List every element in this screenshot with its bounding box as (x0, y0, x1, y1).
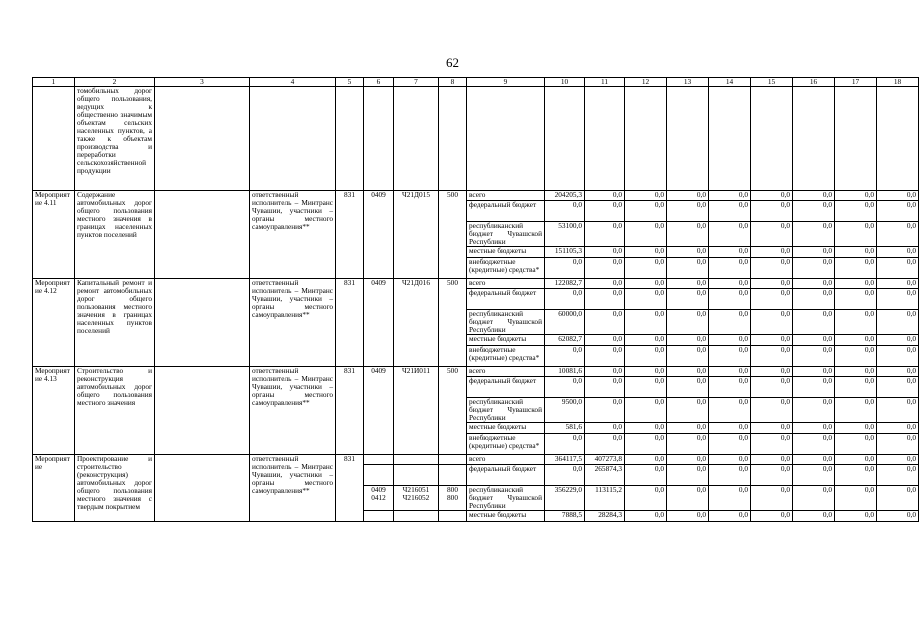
value-cell: 0,0 (793, 434, 835, 455)
executor: ответственный исполнитель – Минтранс Чувашии, участники – органы местного самоуправления** (250, 455, 336, 522)
value-cell: 60000,0 (545, 310, 585, 335)
value-cell: 0,0 (877, 465, 919, 486)
column-number-7: 7 (394, 78, 439, 87)
value-cell: 0,0 (877, 222, 919, 247)
funding-source: республиканский бюджет Чувашской Республики (467, 310, 545, 335)
value-cell: 0,0 (625, 398, 667, 423)
value-cell: 364117,5 (545, 455, 585, 465)
cont-empty-cell (250, 87, 336, 191)
column-number-3: 3 (155, 78, 250, 87)
value-cell: 265874,3 (585, 465, 625, 486)
value-cell: 0,0 (835, 377, 877, 398)
value-cell: 0,0 (709, 367, 751, 377)
value-cell: 0,0 (835, 310, 877, 335)
csr-code (394, 455, 439, 465)
value-cell: 0,0 (625, 377, 667, 398)
column-number-2: 2 (75, 78, 155, 87)
continuation-row (33, 87, 919, 191)
funding-source: республиканский бюджет Чувашской Республики (467, 222, 545, 247)
value-cell: 0,0 (585, 201, 625, 222)
value-cell: 0,0 (709, 191, 751, 201)
value-cell: 0,0 (625, 423, 667, 434)
table-row (33, 191, 919, 201)
value-cell: 0,0 (835, 346, 877, 367)
value-cell: 28284,3 (585, 511, 625, 522)
value-cell: 0,0 (667, 346, 709, 367)
funding-source: местные бюджеты (467, 335, 545, 346)
value-cell: 0,0 (545, 377, 585, 398)
value-cell: 0,0 (793, 247, 835, 258)
value-cell: 0,0 (835, 289, 877, 310)
value-cell: 0,0 (835, 398, 877, 423)
value-cell: 0,0 (835, 191, 877, 201)
value-cell: 0,0 (585, 222, 625, 247)
value-cell: 0,0 (585, 434, 625, 455)
value-cell: 0,0 (877, 279, 919, 289)
value-cell: 0,0 (709, 398, 751, 423)
value-cell: 0,0 (709, 377, 751, 398)
funding-source: внебюджетные (кредитные) средства* (467, 258, 545, 279)
value-cell: 0,0 (835, 201, 877, 222)
value-cell: 0,0 (667, 201, 709, 222)
value-cell: 0,0 (835, 335, 877, 346)
measure-name: Проектирование и строительство (реконструкция) автомобильных дорог общего пользования местного значения с твердым покрытием (75, 455, 155, 522)
value-cell: 0,0 (545, 258, 585, 279)
value-cell: 0,0 (835, 423, 877, 434)
funding-source: республиканский бюджет Чувашской Республики (467, 398, 545, 423)
grbs-code: 831 (336, 455, 364, 522)
column-number-8: 8 (439, 78, 467, 87)
value-cell: 0,0 (625, 191, 667, 201)
value-cell: 0,0 (793, 201, 835, 222)
value-cell: 0,0 (585, 279, 625, 289)
cont-empty-cell (439, 87, 467, 191)
value-cell: 7888,5 (545, 511, 585, 522)
value-cell: 0,0 (709, 434, 751, 455)
value-cell: 204205,3 (545, 191, 585, 201)
value-cell: 0,0 (585, 247, 625, 258)
rzpr-value: 0409 (371, 485, 386, 495)
funding-source: внебюджетные (кредитные) средства* (467, 434, 545, 455)
value-cell: 0,0 (877, 377, 919, 398)
value-cell: 0,0 (667, 279, 709, 289)
value-cell: 0,0 (877, 289, 919, 310)
value-cell: 0,0 (667, 222, 709, 247)
measure-code: Мероприятие 4.11 (33, 191, 75, 279)
value-cell: 0,0 (793, 289, 835, 310)
rzpr-value: 0412 (371, 493, 386, 503)
value-cell: 0,0 (751, 279, 793, 289)
value-cell: 0,0 (625, 486, 667, 511)
value-cell: 0,0 (667, 455, 709, 465)
value-cell: 0,0 (751, 511, 793, 522)
value-cell: 0,0 (625, 367, 667, 377)
goal-cell (155, 455, 250, 522)
value-cell: 0,0 (793, 258, 835, 279)
value-cell: 0,0 (709, 310, 751, 335)
value-cell: 0,0 (751, 367, 793, 377)
measure-code: Мероприятие (33, 455, 75, 522)
value-cell: 0,0 (667, 247, 709, 258)
value-cell: 0,0 (625, 258, 667, 279)
funding-source: местные бюджеты (467, 423, 545, 434)
column-number-12: 12 (625, 78, 667, 87)
funding-source: федеральный бюджет (467, 289, 545, 310)
cont-empty-cell (467, 87, 545, 191)
value-cell: 0,0 (835, 486, 877, 511)
value-cell: 0,0 (709, 486, 751, 511)
column-number-14: 14 (709, 78, 751, 87)
value-cell: 0,0 (793, 465, 835, 486)
funding-source: федеральный бюджет (467, 201, 545, 222)
rzpr-code: 0409 (364, 279, 394, 367)
value-cell: 0,0 (793, 367, 835, 377)
value-cell: 0,0 (709, 423, 751, 434)
value-cell: 0,0 (751, 289, 793, 310)
value-cell: 0,0 (667, 486, 709, 511)
value-cell: 0,0 (793, 222, 835, 247)
value-cell: 581,6 (545, 423, 585, 434)
value-cell: 0,0 (793, 511, 835, 522)
cont-empty-cell (545, 87, 585, 191)
value-cell: 0,0 (667, 289, 709, 310)
column-number-4: 4 (250, 78, 336, 87)
table-row (33, 279, 919, 289)
table-row (33, 455, 919, 465)
value-cell: 0,0 (625, 511, 667, 522)
continuation-text: томобильных дорог общего пользования, ведущих к общественно значимым объектам сельских населенных пунктов, а также к объектам производства и переработки сельскохозяйственной продукции (75, 87, 155, 191)
funding-source: федеральный бюджет (467, 377, 545, 398)
value-cell: 0,0 (877, 335, 919, 346)
funding-source: федеральный бюджет (467, 465, 545, 486)
value-cell: 0,0 (751, 455, 793, 465)
value-cell: 0,0 (835, 434, 877, 455)
cont-empty-cell (667, 87, 709, 191)
value-cell: 0,0 (709, 222, 751, 247)
value-cell: 122082,7 (545, 279, 585, 289)
vr-code (439, 486, 467, 511)
column-number-6: 6 (364, 78, 394, 87)
value-cell: 0,0 (835, 511, 877, 522)
value-cell: 0,0 (625, 335, 667, 346)
value-cell: 0,0 (625, 201, 667, 222)
value-cell: 0,0 (625, 289, 667, 310)
table-row (33, 367, 919, 377)
value-cell: 0,0 (585, 377, 625, 398)
value-cell: 0,0 (793, 335, 835, 346)
value-cell: 9500,0 (545, 398, 585, 423)
vr-code: 500 (439, 279, 467, 367)
cont-empty-cell (625, 87, 667, 191)
value-cell: 0,0 (625, 310, 667, 335)
value-cell: 0,0 (751, 191, 793, 201)
rzpr-code (364, 511, 394, 522)
grbs-code: 831 (336, 191, 364, 279)
measure-name: Капитальный ремонт и ремонт автомобильных дорог общего пользования местного значения в границах населенных пунктов поселений (75, 279, 155, 367)
value-cell: 0,0 (793, 377, 835, 398)
value-cell: 0,0 (585, 367, 625, 377)
vr-code (439, 511, 467, 522)
vr-value: 800 (447, 493, 458, 503)
value-cell: 0,0 (585, 346, 625, 367)
value-cell: 0,0 (625, 247, 667, 258)
value-cell: 0,0 (835, 279, 877, 289)
value-cell: 0,0 (585, 258, 625, 279)
executor: ответственный исполнитель – Минтранс Чувашии, участники – органы местного самоуправления** (250, 191, 336, 279)
value-cell: 0,0 (709, 335, 751, 346)
measure-code: Мероприятие 4.13 (33, 367, 75, 455)
value-cell: 0,0 (585, 289, 625, 310)
vr-value: 800 (447, 485, 458, 495)
value-cell: 0,0 (667, 465, 709, 486)
column-number-18: 18 (877, 78, 919, 87)
executor: ответственный исполнитель – Минтранс Чувашии, участники – органы местного самоуправления** (250, 367, 336, 455)
value-cell: 0,0 (877, 511, 919, 522)
cont-code-cell (33, 87, 75, 191)
measure-code: Мероприятие 4.12 (33, 279, 75, 367)
column-number-11: 11 (585, 78, 625, 87)
cont-empty-cell (336, 87, 364, 191)
value-cell: 0,0 (751, 247, 793, 258)
page-number: 62 (446, 55, 459, 70)
funding-source: местные бюджеты (467, 247, 545, 258)
value-cell: 0,0 (709, 346, 751, 367)
column-number-13: 13 (667, 78, 709, 87)
value-cell: 0,0 (709, 289, 751, 310)
value-cell: 0,0 (751, 201, 793, 222)
value-cell: 0,0 (751, 346, 793, 367)
value-cell: 0,0 (793, 191, 835, 201)
value-cell: 0,0 (709, 201, 751, 222)
goal-cell (155, 191, 250, 279)
grbs-code: 831 (336, 279, 364, 367)
value-cell: 0,0 (751, 377, 793, 398)
csr-code (394, 465, 439, 486)
value-cell: 0,0 (585, 398, 625, 423)
value-cell: 10081,6 (545, 367, 585, 377)
value-cell: 0,0 (751, 222, 793, 247)
value-cell: 0,0 (709, 279, 751, 289)
value-cell: 0,0 (751, 486, 793, 511)
value-cell: 0,0 (545, 289, 585, 310)
value-cell: 0,0 (877, 423, 919, 434)
funding-source: местные бюджеты (467, 511, 545, 522)
value-cell: 0,0 (545, 346, 585, 367)
value-cell: 407273,8 (585, 455, 625, 465)
cont-empty-cell (394, 87, 439, 191)
value-cell: 0,0 (835, 455, 877, 465)
funding-source: внебюджетные (кредитные) средства* (467, 346, 545, 367)
value-cell: 0,0 (667, 367, 709, 377)
value-cell: 0,0 (877, 201, 919, 222)
value-cell: 0,0 (667, 423, 709, 434)
cont-empty-cell (364, 87, 394, 191)
value-cell: 0,0 (667, 258, 709, 279)
measure-name: Содержание автомобильных дорог общего пользования местного значения в границах населенных пунктов поселений (75, 191, 155, 279)
header-row (33, 78, 919, 87)
value-cell: 0,0 (585, 335, 625, 346)
cont-empty-cell (585, 87, 625, 191)
value-cell: 0,0 (793, 423, 835, 434)
csr-code (394, 511, 439, 522)
value-cell: 0,0 (625, 434, 667, 455)
value-cell: 0,0 (709, 247, 751, 258)
value-cell: 0,0 (793, 455, 835, 465)
funding-source: всего (467, 279, 545, 289)
rzpr-code: 0409 (364, 367, 394, 455)
value-cell: 0,0 (545, 465, 585, 486)
rzpr-code (364, 465, 394, 486)
value-cell: 0,0 (625, 346, 667, 367)
value-cell: 0,0 (877, 346, 919, 367)
goal-cell (155, 367, 250, 455)
vr-code (439, 465, 467, 486)
value-cell: 62082,7 (545, 335, 585, 346)
value-cell: 0,0 (877, 191, 919, 201)
cont-empty-cell (709, 87, 751, 191)
value-cell: 0,0 (751, 398, 793, 423)
value-cell: 0,0 (751, 434, 793, 455)
value-cell: 0,0 (667, 310, 709, 335)
rzpr-code: 0409 (364, 191, 394, 279)
csr-code: Ч21И011 (394, 367, 439, 455)
value-cell: 0,0 (667, 398, 709, 423)
value-cell: 0,0 (793, 346, 835, 367)
value-cell: 0,0 (625, 465, 667, 486)
column-number-16: 16 (793, 78, 835, 87)
column-number-10: 10 (545, 78, 585, 87)
value-cell: 0,0 (709, 258, 751, 279)
value-cell: 0,0 (667, 335, 709, 346)
cont-empty-cell (793, 87, 835, 191)
funding-source: всего (467, 455, 545, 465)
value-cell: 0,0 (877, 455, 919, 465)
value-cell: 0,0 (625, 455, 667, 465)
column-number-15: 15 (751, 78, 793, 87)
value-cell: 53100,0 (545, 222, 585, 247)
value-cell: 0,0 (709, 465, 751, 486)
value-cell: 113115,2 (585, 486, 625, 511)
value-cell: 0,0 (709, 455, 751, 465)
cont-empty-cell (835, 87, 877, 191)
value-cell: 0,0 (877, 486, 919, 511)
value-cell: 0,0 (793, 398, 835, 423)
value-cell: 0,0 (751, 465, 793, 486)
measure-name: Строительство и реконструкция автомобильных дорог общего пользования местного значения (75, 367, 155, 455)
value-cell: 0,0 (625, 279, 667, 289)
value-cell: 0,0 (545, 201, 585, 222)
value-cell: 151105,3 (545, 247, 585, 258)
budget-table (32, 77, 919, 522)
value-cell: 0,0 (793, 486, 835, 511)
rzpr-code (364, 455, 394, 465)
value-cell: 0,0 (751, 335, 793, 346)
value-cell: 0,0 (835, 258, 877, 279)
value-cell: 0,0 (585, 310, 625, 335)
value-cell: 0,0 (877, 258, 919, 279)
column-number-9: 9 (467, 78, 545, 87)
column-number-17: 17 (835, 78, 877, 87)
csr-value: Ч216051 (402, 485, 430, 495)
funding-source: республиканский бюджет Чувашской Республики (467, 486, 545, 511)
value-cell: 0,0 (545, 434, 585, 455)
column-number-5: 5 (336, 78, 364, 87)
funding-source: всего (467, 367, 545, 377)
csr-code: Ч21Д016 (394, 279, 439, 367)
value-cell: 0,0 (667, 434, 709, 455)
value-cell: 356229,0 (545, 486, 585, 511)
funding-source: всего (467, 191, 545, 201)
executor: ответственный исполнитель – Минтранс Чувашии, участники – органы местного самоуправления** (250, 279, 336, 367)
cont-empty-cell (877, 87, 919, 191)
vr-code (439, 455, 467, 465)
value-cell: 0,0 (877, 434, 919, 455)
value-cell: 0,0 (667, 377, 709, 398)
csr-code (394, 486, 439, 511)
value-cell: 0,0 (709, 511, 751, 522)
value-cell: 0,0 (585, 191, 625, 201)
value-cell: 0,0 (835, 465, 877, 486)
value-cell: 0,0 (877, 310, 919, 335)
vr-code: 500 (439, 191, 467, 279)
csr-code: Ч21Д015 (394, 191, 439, 279)
value-cell: 0,0 (667, 191, 709, 201)
value-cell: 0,0 (667, 511, 709, 522)
vr-code: 500 (439, 367, 467, 455)
value-cell: 0,0 (835, 367, 877, 377)
column-number-1: 1 (33, 78, 75, 87)
cont-empty-cell (155, 87, 250, 191)
csr-value: Ч216052 (402, 493, 430, 503)
value-cell: 0,0 (793, 279, 835, 289)
goal-cell (155, 279, 250, 367)
value-cell: 0,0 (751, 423, 793, 434)
value-cell: 0,0 (585, 423, 625, 434)
value-cell: 0,0 (877, 367, 919, 377)
value-cell: 0,0 (877, 398, 919, 423)
value-cell: 0,0 (793, 310, 835, 335)
value-cell: 0,0 (751, 258, 793, 279)
cont-empty-cell (751, 87, 793, 191)
rzpr-code (364, 486, 394, 511)
value-cell: 0,0 (625, 222, 667, 247)
value-cell: 0,0 (877, 247, 919, 258)
grbs-code: 831 (336, 367, 364, 455)
value-cell: 0,0 (835, 222, 877, 247)
value-cell: 0,0 (835, 247, 877, 258)
value-cell: 0,0 (751, 310, 793, 335)
